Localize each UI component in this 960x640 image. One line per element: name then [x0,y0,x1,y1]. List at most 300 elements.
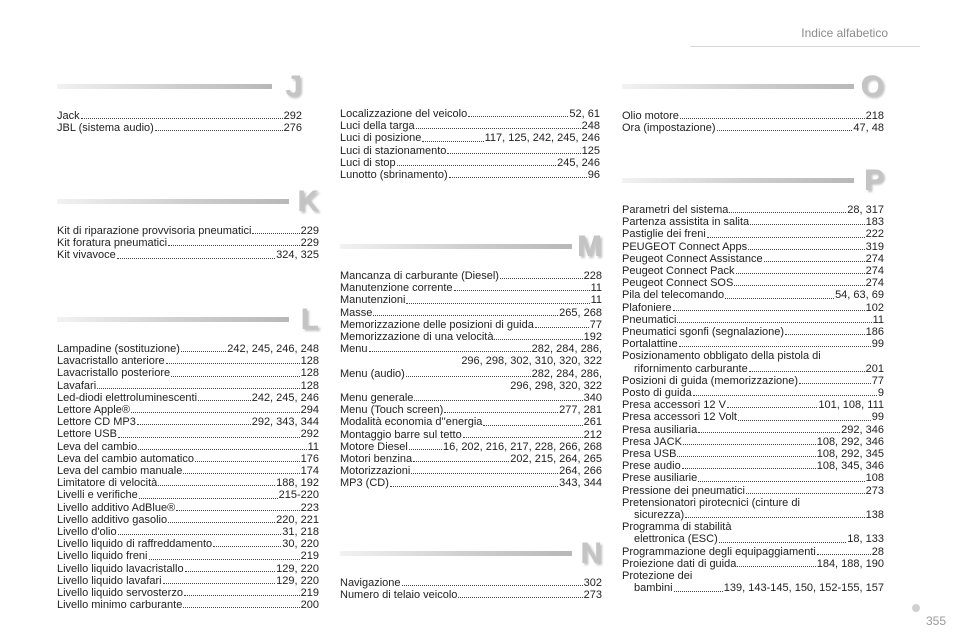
entry-term: Olio motore [622,110,679,122]
dot-leader [729,212,846,213]
entry-term: Peugeot Connect Assistance [622,252,763,265]
dot-leader [727,407,817,408]
index-entry [622,387,884,399]
entry-term: Memorizzazione delle posizioni di guida [340,318,534,331]
dot-leader [195,461,300,462]
index-entry [340,145,600,157]
dot-leader [719,542,847,543]
entry-pages-continued: 296, 298, 320, 322 [510,379,602,392]
entry-term: Peugeot Connect SOS [622,277,734,290]
entry-pages: 139, 143-145, 150, 152-155, 157 [723,582,884,595]
index-entry [340,169,600,181]
entry-term: Lavacristallo anteriore [57,355,165,368]
index-entry [57,392,319,404]
entry-term: Livello additivo AdBlue® [57,501,176,514]
entry-term: Prese ausiliarie [622,472,698,485]
entry-pages: 319 [865,240,884,253]
dot-leader [171,376,300,377]
index-entry [622,546,884,558]
index-entries [340,108,600,181]
dot-leader [176,510,299,511]
entry-pages: 108, 292, 345 [816,448,884,461]
entry-term: bambini [634,582,673,595]
dot-leader [685,517,865,518]
entry-pages: 176 [300,452,319,465]
index-entry [340,307,602,319]
entry-term: Memorizzazione di una velocità [340,331,494,344]
entry-term: JBL (sistema audio) [57,122,154,135]
index-entry [622,314,884,326]
index-entry [57,575,319,587]
dot-leader [683,444,816,445]
entry-term: Presa JACK [622,435,682,448]
section-divider-bar [57,317,289,322]
index-entry [340,477,602,489]
entry-pages: 229 [300,225,319,237]
entry-pages: 128 [300,379,319,392]
index-entries [622,110,884,134]
entry-term: Manutenzione corrente [340,282,453,295]
entry-term: Menu (audio) [340,367,405,380]
page-header-title: Indice alfabetico [801,26,888,40]
entry-pages: 292, 346 [841,423,884,436]
entry-pages: 202, 215, 264, 265 [510,453,602,466]
entry-term: Localizzazione del veicolo [340,108,468,120]
entry-term: Motori benzina [340,453,413,466]
dot-leader [449,177,587,178]
entry-term: Motorizzazioni [340,465,411,478]
entry-term: Proiezione dati di guida [622,557,737,570]
entry-term: Plafoniere [622,301,672,314]
dot-leader [252,233,299,234]
entry-term: Lavacristallo posteriore [57,367,171,380]
entry-term: Pneumatici sgonfi (segnalazione) [622,326,785,339]
index-entry [57,453,319,465]
section-divider-bar [622,178,854,183]
page-number: 355 [925,614,946,628]
entry-pages: 242, 245, 246, 248 [227,343,319,355]
dot-leader [677,456,815,457]
entry-term: Manutenzioni [340,294,406,307]
entry-pages: 222 [865,228,884,241]
entry-pages: 218 [865,110,884,122]
entry-pages: 102 [865,301,884,314]
entry-term: Mancanza di carburante (Diesel) [340,270,499,282]
index-entry [340,392,602,404]
index-entry [57,465,319,477]
entry-pages: 99 [871,411,884,424]
entry-pages: 174 [300,465,319,478]
index-entry [340,465,602,477]
dot-leader [785,334,865,335]
index-entry [57,587,319,599]
entry-term: Pastiglie dei freni [622,228,706,241]
entry-term: Livello additivo gasolio [57,513,168,526]
dot-leader [494,339,582,340]
entry-term: Pressione dei pneumatici [622,484,745,497]
entry-pages: 274 [865,252,884,265]
dot-leader [155,130,283,131]
dot-leader [118,534,282,535]
index-section-o [622,70,884,134]
index-entry [340,416,602,428]
section-letter: L [300,303,319,336]
entry-pages: 16, 202, 216, 217, 228, 266, 268 [442,440,602,453]
entry-term: Lavafari [57,379,97,392]
index-entry [340,368,602,380]
entry-term: Livello liquido di raffreddamento [57,538,213,551]
entry-pages: 47, 48 [853,122,884,135]
dot-leader [117,258,275,259]
entry-pages: 129, 220 [276,562,319,575]
index-entry [57,380,319,392]
entry-term: Kit vivavoce [57,249,116,262]
index-entry [340,270,602,282]
entry-term: Luci di stazionamento [340,144,447,157]
entry-term: Programma di stabilità [622,521,732,534]
index-entry [340,331,602,343]
index-entry [622,277,884,289]
index-entry [57,416,319,428]
entry-term: sicurezza) [634,509,685,522]
dot-leader [677,322,871,323]
entry-pages: 31, 218 [282,526,319,539]
index-entries [57,110,302,134]
entry-pages: 292 [283,110,302,122]
entry-pages: 223 [300,501,319,514]
dot-leader [750,224,864,225]
index-entry [57,249,319,261]
section-letter: O [860,70,884,103]
index-section-k [57,185,319,262]
entry-term: Lettore USB [57,428,117,441]
entry-term: Presa accessori 12 Volt [622,411,737,424]
entry-term: rifornimento carburante [634,362,748,375]
entry-pages: 273 [583,589,602,602]
entry-pages: 18, 133 [847,533,884,546]
entry-pages: 292, 343, 344 [251,416,319,429]
entry-pages: 215-220 [278,489,319,502]
section-letter: K [297,185,319,218]
entry-term: Livello d'olio [57,526,117,539]
entry-term: Lampadine (sostituzione) [57,343,180,355]
dot-leader [734,285,864,286]
index-entry [622,110,884,122]
dot-leader [500,278,583,279]
dot-leader [468,116,568,117]
entry-term: Numero di telaio veicolo [340,589,458,602]
entry-pages: 294 [300,404,319,417]
dot-leader [406,303,589,304]
entry-term: Luci di stop [340,156,396,169]
dot-leader [369,351,531,352]
section-divider-bar [340,551,572,556]
entry-pages: 128 [300,355,319,368]
index-entry [622,363,884,375]
index-entry [340,343,602,355]
entry-pages: 11 [590,282,602,295]
dot-leader [411,473,558,474]
entry-pages: 9 [877,387,884,400]
section-letter: N [580,537,602,570]
index-entries [340,270,602,490]
section-letter: M [577,230,602,263]
entry-term: Modalità economia d''energia [340,416,483,429]
entry-term: Programmazione degli equipaggiamenti [622,545,816,558]
entry-term: Jack [57,110,80,122]
dot-leader [414,400,582,401]
index-section-p [622,164,884,595]
entry-pages: 242, 245, 246 [251,391,319,404]
index-entry [622,350,884,362]
dot-leader [725,298,834,299]
index-entry [57,404,319,416]
dot-leader [535,327,589,328]
entry-term: Pneumatici [622,313,677,326]
dot-leader [131,412,300,413]
index-entry [57,367,319,379]
entry-term: Livello liquido freni [57,550,148,563]
dot-leader [373,315,558,316]
dot-leader [707,237,865,238]
index-entry [622,289,884,301]
entry-term: Luci di posizione [340,132,422,145]
entry-pages: 77 [589,318,602,331]
entry-pages: 273 [865,484,884,497]
index-entry [340,294,602,306]
entry-pages: 30, 220 [282,538,319,551]
entry-pages: 11 [307,440,319,453]
entry-pages: 228 [583,270,602,282]
dot-leader [764,261,865,262]
dot-leader [463,437,583,438]
entry-term: Livelli e verifiche [57,489,138,502]
entry-pages-continued: 296, 298, 302, 310, 320, 322 [461,355,602,368]
index-entry [622,497,884,509]
index-entry [622,241,884,253]
index-entry [57,599,319,611]
index-entry [622,265,884,277]
section-header [340,230,602,264]
entry-pages: 125 [581,144,600,157]
dot-leader [97,388,300,389]
index-entry [340,319,602,331]
index-entry [622,558,884,570]
entry-pages: 292 [300,428,319,441]
index-entry [57,355,319,367]
entry-term: Presa USB [622,448,677,461]
entry-pages: 96 [587,169,600,182]
dot-leader [81,118,283,119]
index-entry [57,225,319,237]
entry-pages: 11 [590,294,602,307]
entry-term: Menu generale [340,392,414,405]
dot-leader [447,153,580,154]
index-entry [340,429,602,441]
entry-pages: 129, 220 [276,574,319,587]
index-entry [57,122,302,134]
dot-leader [185,571,276,572]
index-entry [622,582,884,594]
entry-term: Lettore CD MP3 [57,416,136,429]
entry-pages: 201 [865,362,884,375]
section-divider-bar [57,199,289,204]
entry-term: Kit foratura pneumatici [57,237,168,250]
entry-term: Peugeot Connect Pack [622,265,735,278]
dot-leader [158,485,275,486]
index-entry [57,563,319,575]
dot-leader [444,412,558,413]
dot-leader [817,554,871,555]
index-entry [622,509,884,521]
dot-leader [717,130,853,131]
entry-term: Livello minimo carburante [57,599,183,612]
index-entry [57,502,319,514]
entry-pages: 340 [583,392,602,405]
section-header [57,185,319,219]
dot-leader [698,432,840,433]
entry-term: Montaggio barre sul tetto [340,428,462,441]
dot-leader [183,607,299,608]
index-entry [340,589,602,601]
entry-pages: 11 [872,313,884,326]
dot-leader [682,468,816,469]
index-entry [622,411,884,423]
entry-pages: 108 [865,472,884,485]
header-rule [690,46,920,47]
index-entry [622,228,884,240]
entry-term: Masse [340,306,373,319]
index-entry [340,404,602,416]
index-entry [57,489,319,501]
index-entry [57,110,302,122]
index-entry [622,375,884,387]
index-entry [622,122,884,134]
dot-leader [166,363,300,364]
entry-term: Leva del cambio [57,440,138,453]
index-entry [622,302,884,314]
index-entries [622,204,884,595]
entry-pages: 282, 284, 286, [531,343,602,356]
entry-pages: 264, 266 [559,465,602,478]
dot-leader [416,128,581,129]
dot-leader [163,583,276,584]
dot-leader [413,461,509,462]
entry-term: Lettore Apple® [57,404,130,417]
entry-pages: 99 [871,338,884,351]
index-entry [57,237,319,249]
index-entry [622,399,884,411]
entry-pages: 117, 125, 242, 245, 246 [484,132,600,145]
dot-leader [149,559,300,560]
dot-leader [183,473,299,474]
entry-pages: 248 [581,120,600,133]
entry-pages: 274 [865,277,884,290]
dot-leader [139,498,278,499]
index-entry [340,108,600,120]
entry-pages: 302 [583,577,602,589]
index-entries [340,577,602,601]
entry-pages: 128 [300,367,319,380]
dot-leader [213,546,281,547]
section-header [340,537,602,571]
section-divider-bar [340,244,572,249]
dot-leader [693,395,877,396]
index-entry [622,326,884,338]
entry-term: Posizioni di guida (memorizzazione) [622,374,799,387]
entry-pages: 212 [583,428,602,441]
section-letter: J [285,70,302,103]
index-entry [340,282,602,294]
dot-leader [680,118,865,119]
dot-leader [198,400,251,401]
dot-leader [748,249,865,250]
dot-leader [674,591,723,592]
dot-leader [406,376,531,377]
index-entry [57,441,319,453]
entry-pages: 219 [300,550,319,563]
index-entry [622,521,884,533]
dot-leader [746,493,865,494]
index-entry [57,343,319,355]
index-entry [57,550,319,562]
entry-pages: 343, 344 [559,477,602,490]
index-entry [57,526,319,538]
index-entries [57,343,319,611]
dot-leader [118,437,300,438]
index-entry [340,120,600,132]
dot-leader [137,424,251,425]
index-section-l [57,303,319,611]
entry-pages: 54, 63, 69 [835,289,884,302]
index-section-n [340,537,602,601]
index-entry [622,460,884,472]
dot-leader [673,310,865,311]
entry-term: Presa accessori 12 V [622,399,726,412]
entry-pages: 200 [300,599,319,612]
entry-term: Parametri del sistema [622,204,729,216]
index-entry [622,448,884,460]
entry-term: PEUGEOT Connect Apps [622,240,748,253]
page-marker-dot [912,604,920,612]
section-header [57,70,302,104]
section-divider-bar [622,84,854,89]
entry-pages: 138 [865,509,884,522]
dot-leader [458,597,582,598]
index-entry [622,485,884,497]
index-entry [622,436,884,448]
entry-term: Livello liquido lavafari [57,574,162,587]
section-header [622,164,884,198]
dot-leader [799,383,871,384]
index-entry [340,132,600,144]
dot-leader [422,141,483,142]
index-entry [340,441,602,453]
entry-term: Presa ausiliaria [622,423,698,436]
dot-leader [738,420,871,421]
entry-term: Prese audio [622,460,681,473]
dot-leader [402,585,583,586]
entry-term: Pretensionatori pirotecnici (cinture di [622,496,800,509]
index-entry [622,204,884,216]
index-entries [57,225,319,262]
entry-pages: 219 [300,587,319,600]
entry-pages: 261 [583,416,602,429]
entry-term: Partenza assistita in salita [622,216,750,229]
entry-pages: 276 [283,122,302,135]
dot-leader [184,595,300,596]
entry-term: Posizionamento obbligato della pistola di [622,350,821,363]
